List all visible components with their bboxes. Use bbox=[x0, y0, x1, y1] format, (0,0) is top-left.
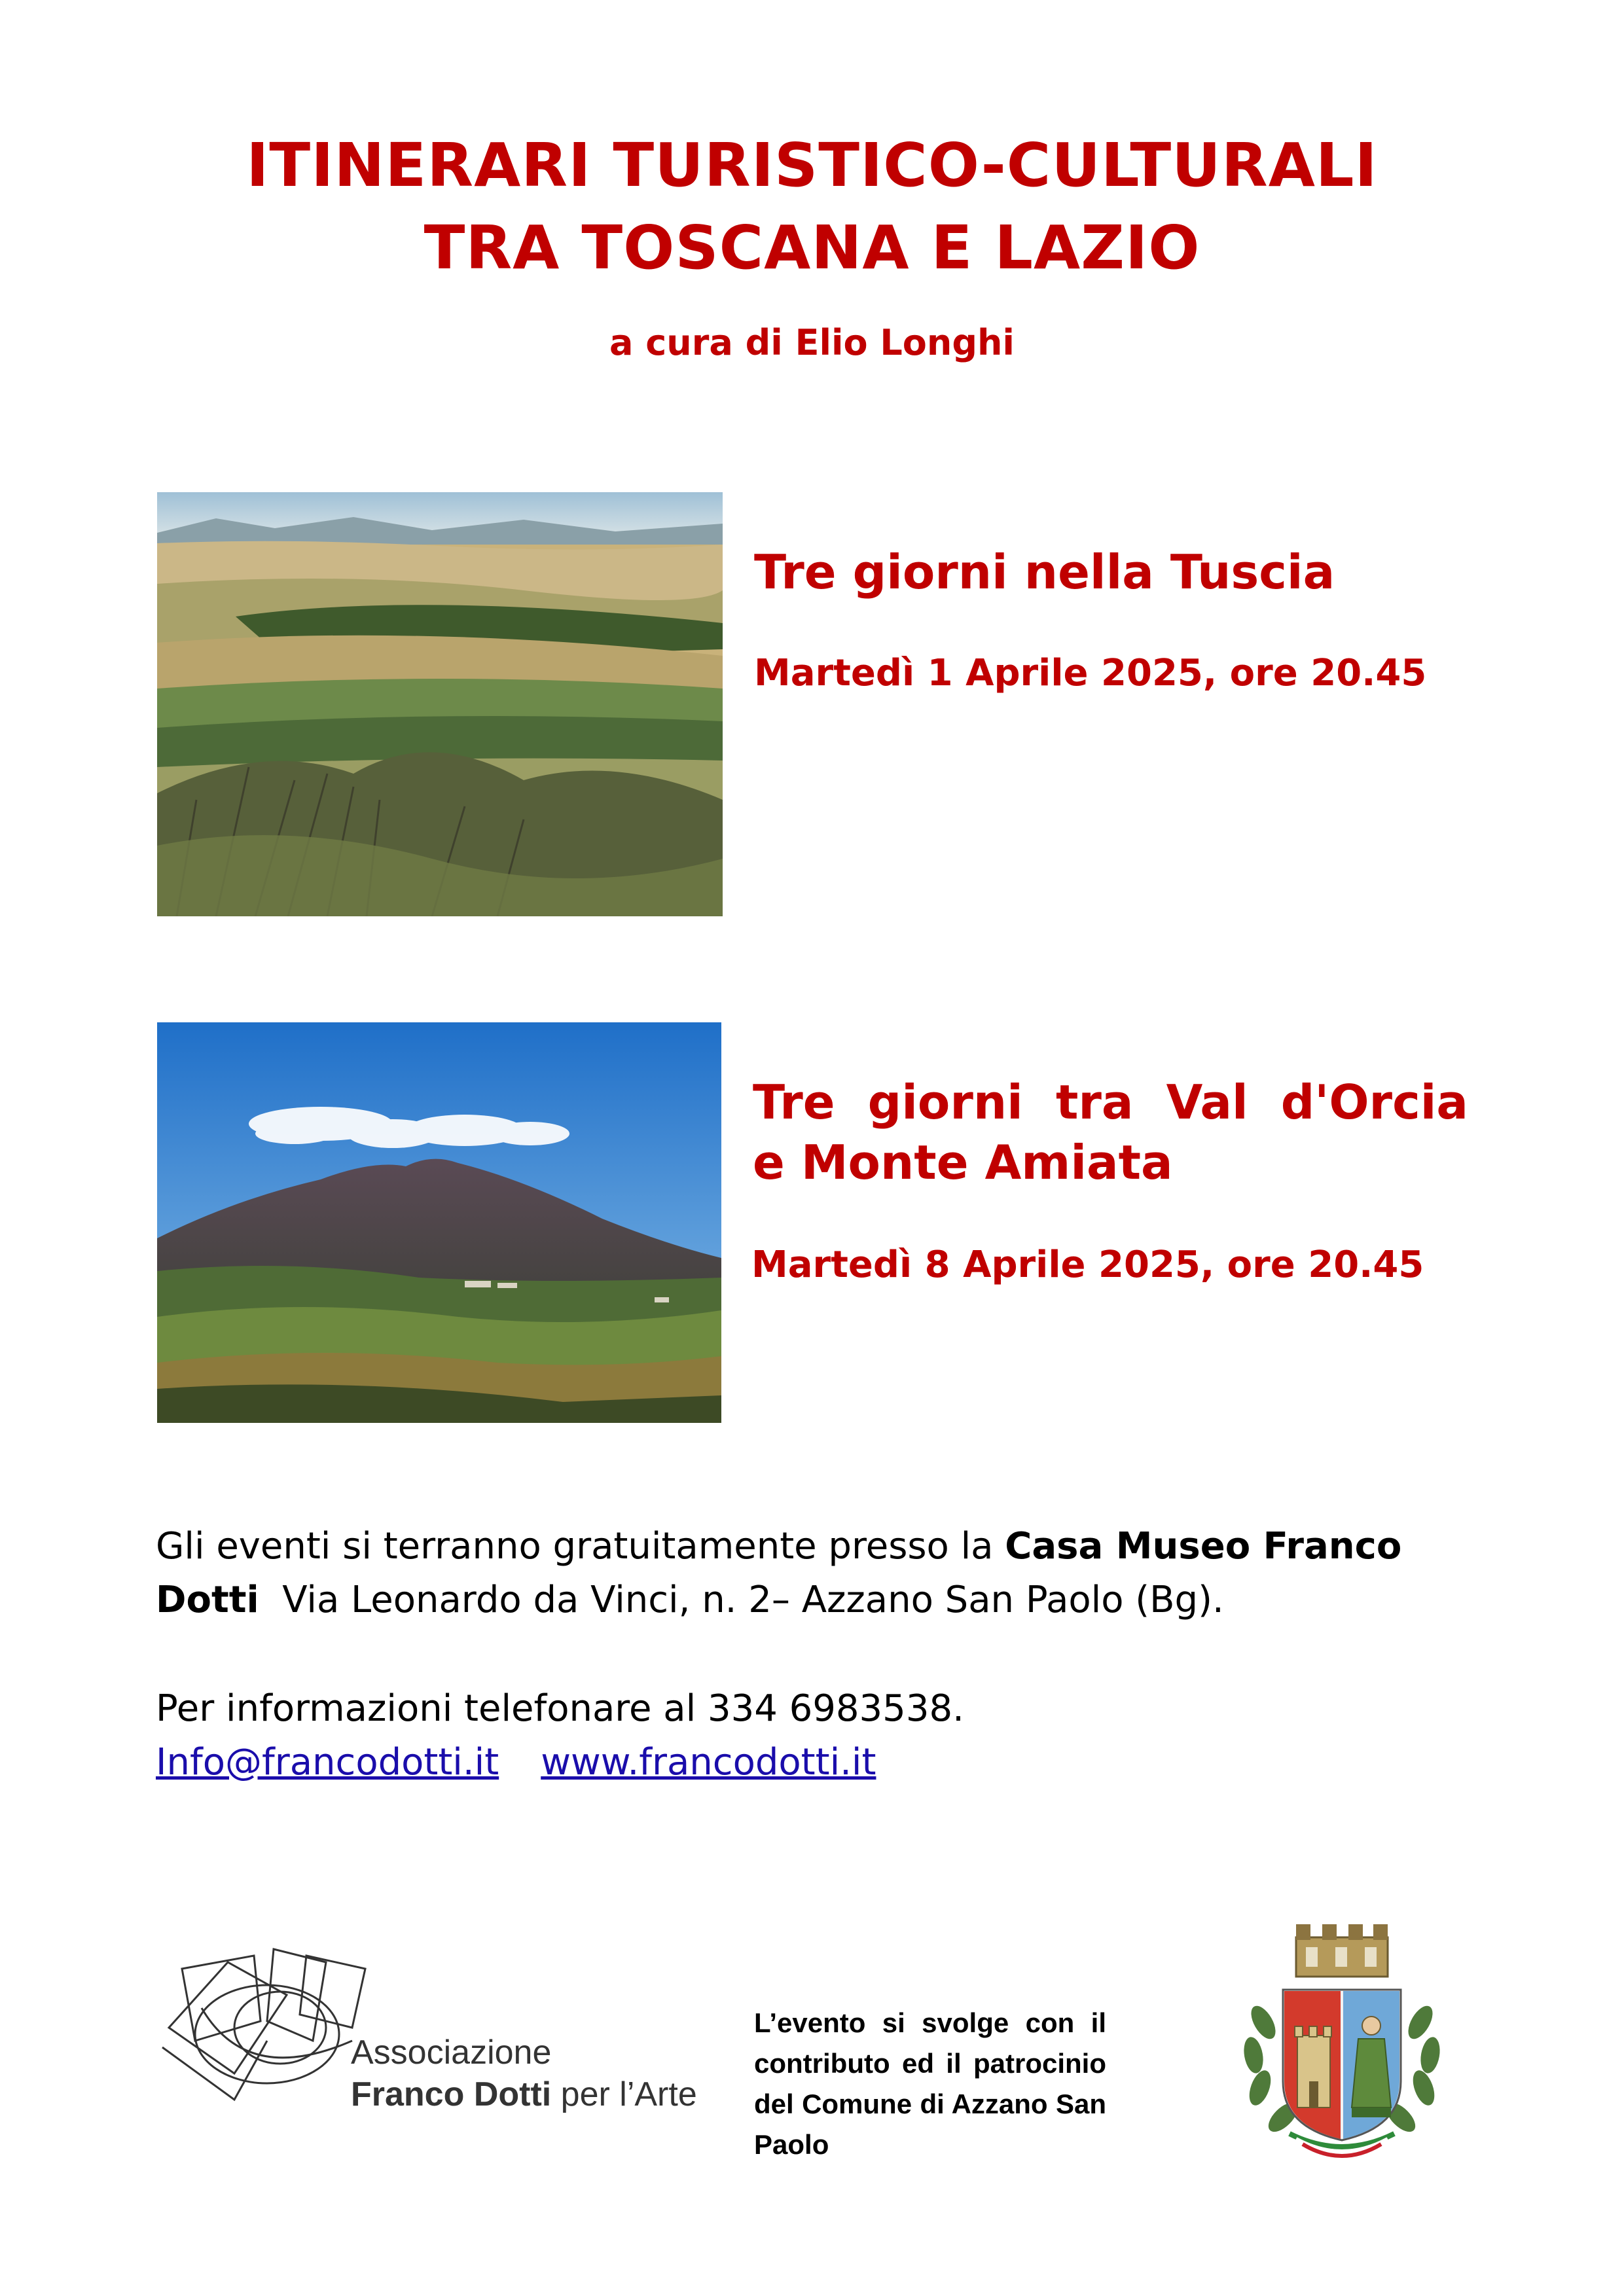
curator: a cura di Elio Longhi bbox=[609, 322, 1015, 363]
tuscia-landscape-photo bbox=[157, 492, 723, 916]
contact-phone: Per informazioni telefonare al 334 6983538. bbox=[156, 1687, 964, 1730]
contact-links bbox=[156, 1736, 1478, 1789]
event-2-title bbox=[753, 1072, 1479, 1193]
monte-amiata-photo bbox=[157, 1022, 721, 1423]
event-1-date: Martedì 1 Aprile 2025, ore 20.45 bbox=[754, 652, 1427, 694]
event-2-title-line-1: Tre giorni tra Val d'Orcia bbox=[753, 1075, 1469, 1130]
association-logo bbox=[156, 1943, 697, 2126]
association-name-bold: Franco Dotti bbox=[351, 2075, 552, 2113]
association-logo-mark bbox=[156, 1943, 372, 2106]
venue-name: Casa Museo Franco Dotti bbox=[156, 1525, 1402, 1621]
title-line-2: TRA TOSCANA E LAZIO bbox=[424, 213, 1200, 283]
venue-info bbox=[156, 1520, 1478, 1627]
venue-intro: Gli eventi si terranno gratuitamente presso la bbox=[156, 1525, 1005, 1568]
association-name-line-1: Associazione bbox=[351, 2034, 552, 2072]
venue-address: Via Leonardo da Vinci, n. 2– Azzano San Paolo (Bg). bbox=[259, 1579, 1224, 1621]
website-link[interactable]: www.francodotti.it bbox=[541, 1741, 876, 1784]
event-2-date: Martedì 8 Aprile 2025, ore 20.45 bbox=[751, 1244, 1424, 1286]
patronage-note: L’evento si svolge con il contributo ed il patrocinio del Comune di Azzano San Paolo bbox=[754, 2007, 1106, 2160]
title-line-1: ITINERARI TURISTICO-CULTURALI bbox=[246, 130, 1378, 200]
event-2-title-line-2: e Monte Amiata bbox=[753, 1135, 1173, 1190]
event-1-title: Tre giorni nella Tuscia bbox=[754, 545, 1335, 600]
email-link[interactable]: Info@francodotti.it bbox=[156, 1741, 499, 1784]
association-name-line-2 bbox=[351, 2075, 697, 2114]
association-name-suffix: per l’Arte bbox=[551, 2075, 697, 2113]
comune-coat-of-arms bbox=[1224, 1911, 1460, 2166]
